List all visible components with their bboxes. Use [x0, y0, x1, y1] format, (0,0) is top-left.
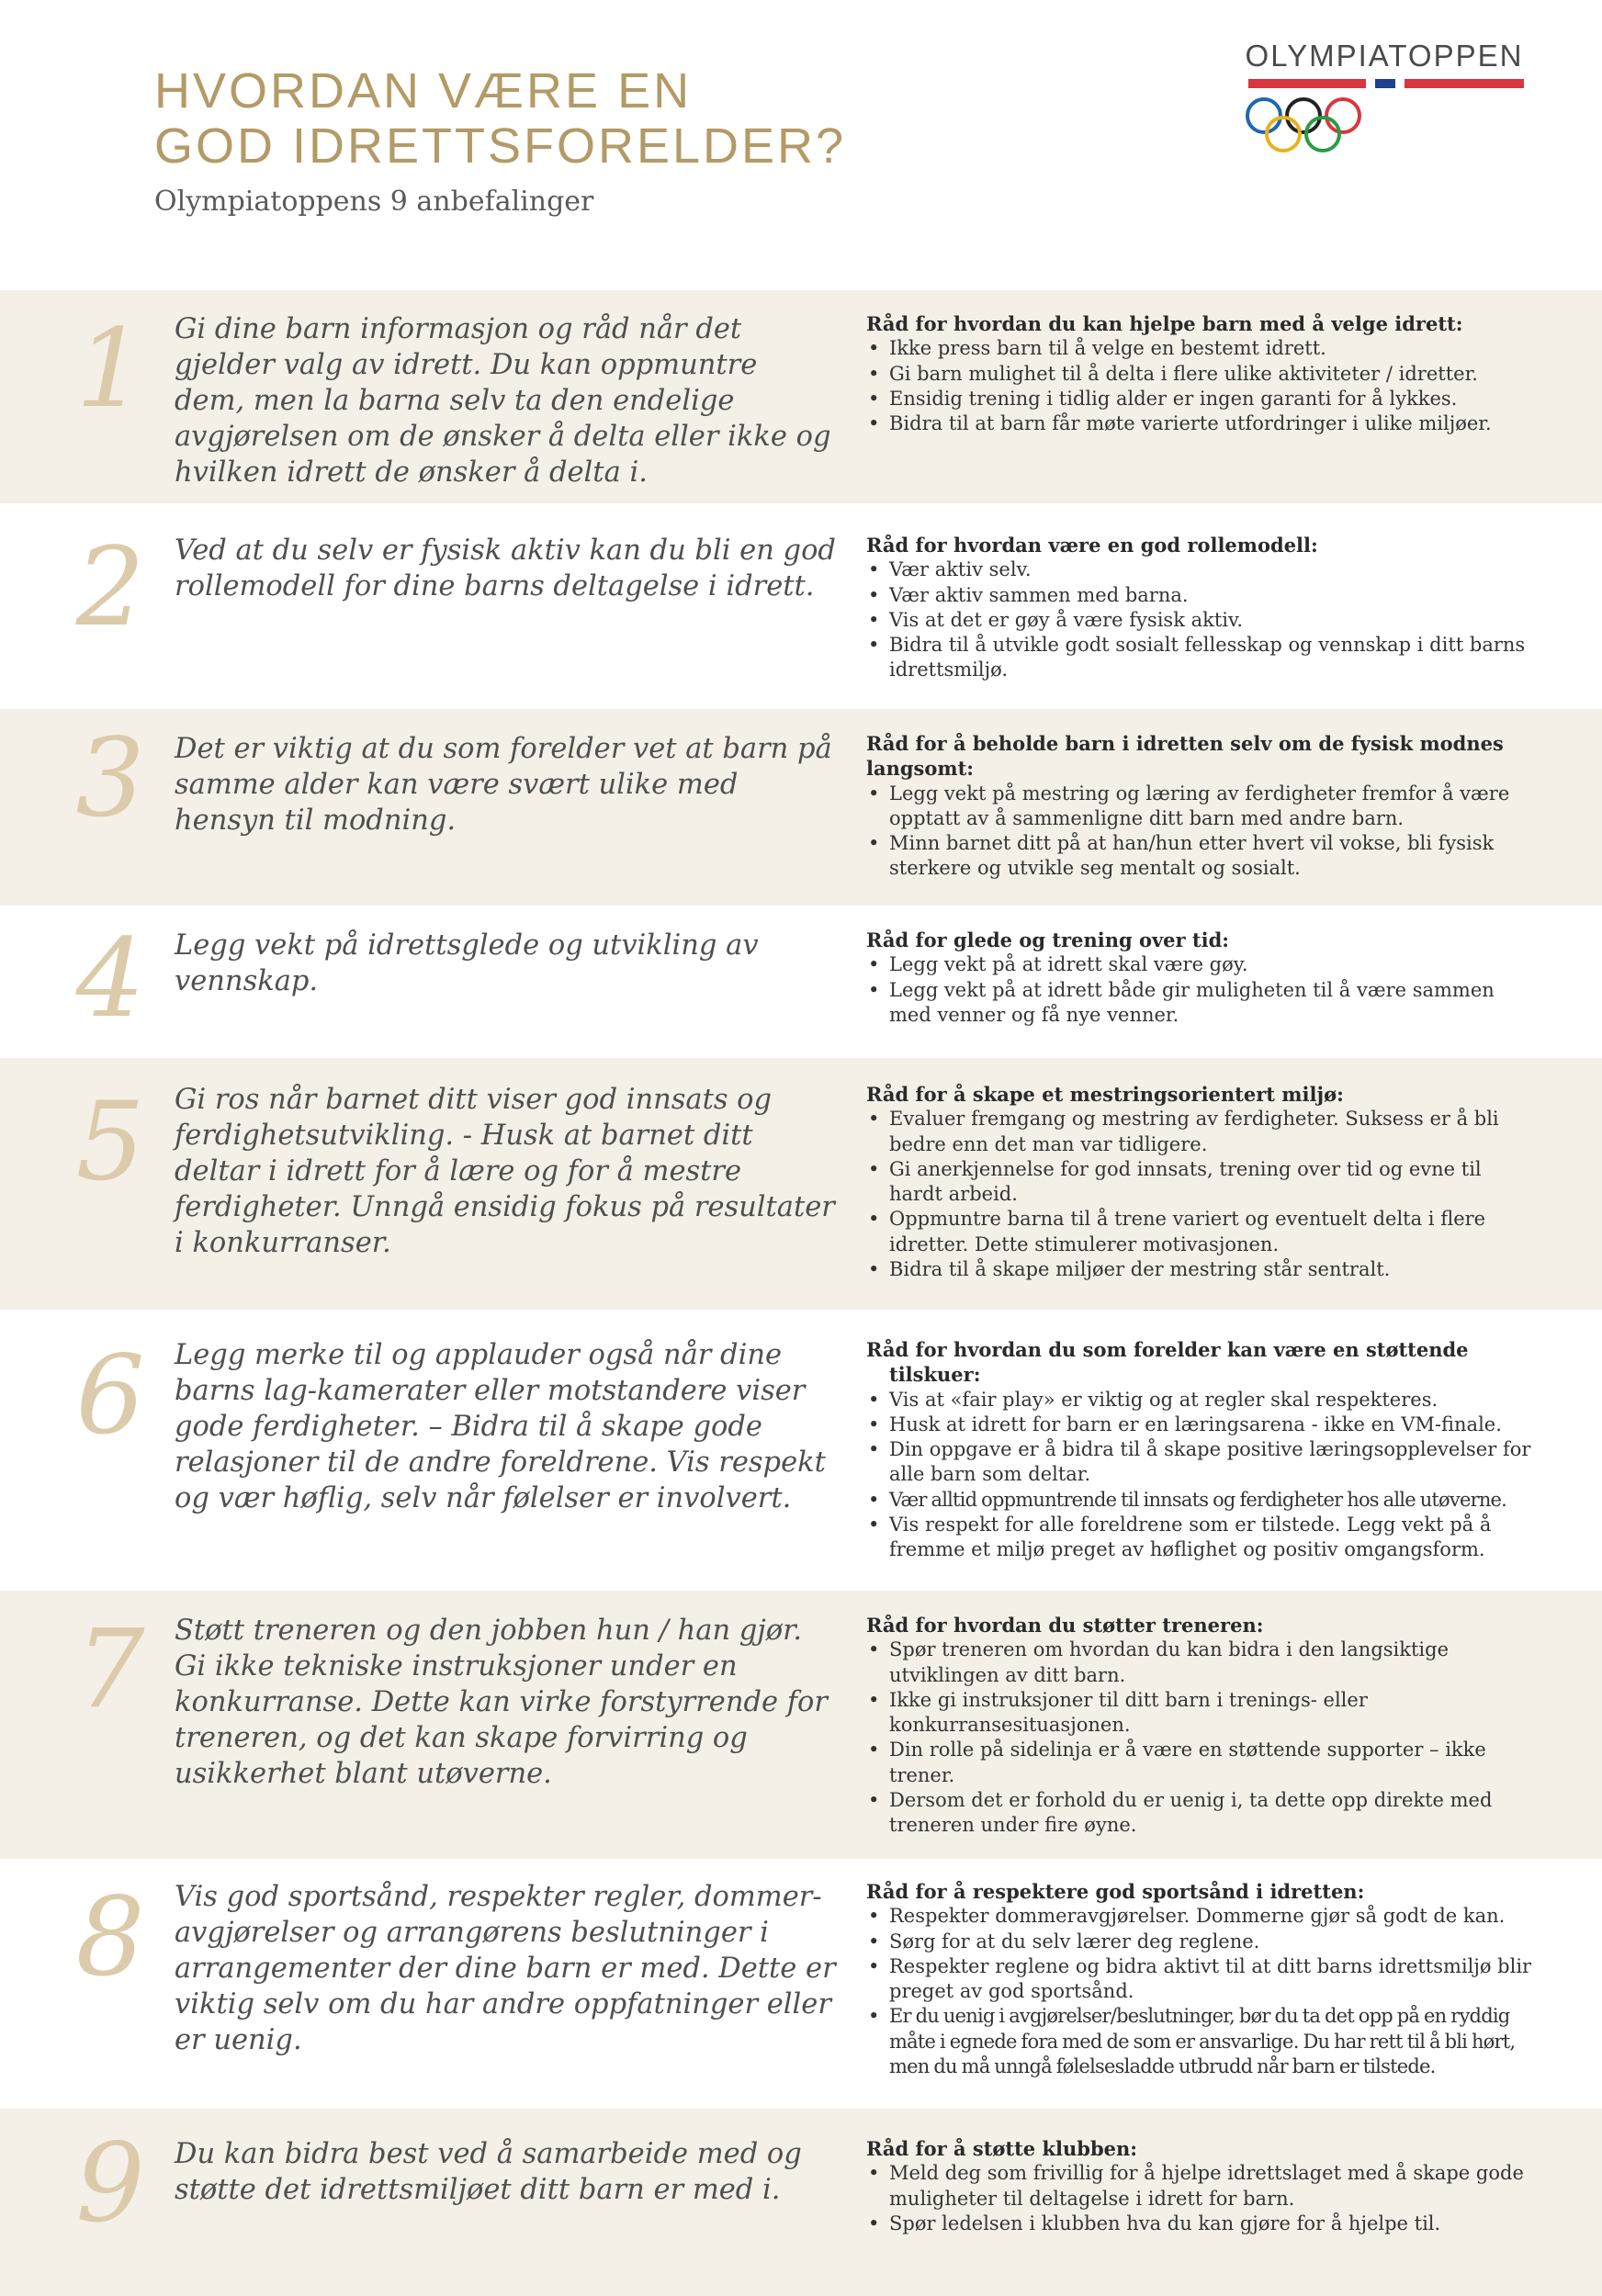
- recommendation-number: 3: [75, 715, 145, 841]
- tips-block: [866, 533, 1537, 683]
- tips-heading: Råd for hvordan være en god rollemodell:: [866, 534, 1318, 557]
- tips-heading: Råd for glede og trening over tid:: [866, 929, 1230, 951]
- recommendation-text: Legg vekt på idrettsglede og utvikling av vennskap.: [175, 929, 759, 997]
- tips-block: [866, 2136, 1537, 2236]
- tips-list: [866, 2161, 1537, 2236]
- recommendation-text: Ved at du selv er fysisk aktiv kan du bli en god rollemodell for dine barns deltagelse i idrett.: [175, 535, 836, 602]
- tip-item: • Ikke gi instruksjoner til ditt barn i trenings- eller konkurransesituasjonen.: [866, 1688, 1537, 1739]
- recommendation-6: [0, 1310, 1602, 1591]
- recommendation-number: 1: [75, 305, 145, 432]
- tip-item: • Sørg for at du selv lærer deg reglene.: [866, 1930, 1537, 1954]
- tips-block: [866, 731, 1537, 882]
- recommendation-8: [0, 1859, 1602, 2109]
- tip-item: • Legg vekt på at idrett skal være gøy.: [866, 952, 1537, 977]
- recommendation-number: 5: [75, 1078, 145, 1205]
- tip-item: • Din rolle på sidelinja er å være en støttende supporter – ikke trener.: [866, 1738, 1537, 1788]
- tips-heading: Råd for å beholde barn i idretten selv om de fysisk modnes langsomt:: [866, 732, 1504, 781]
- tip-item: • Legg vekt på at idrett både gir muligheten til å være sammen med venner og få nye venner.: [866, 978, 1537, 1029]
- tips-list: [866, 1388, 1537, 1563]
- tips-list: [866, 557, 1537, 682]
- tip-item: • Respekter reglene og bidra aktivt til at ditt barns idrettsmiljø blir preget av god sportsånd.: [866, 1954, 1537, 2005]
- tip-item: • Vis respekt for alle foreldrene som er tilstede. Legg vekt på å fremme et miljø preget av høflighet og positiv omgangsform.: [866, 1513, 1537, 1563]
- tips-list: [866, 336, 1537, 436]
- tips-block: [866, 1082, 1537, 1282]
- recommendation-5: [0, 1058, 1602, 1310]
- tips-list: [866, 1638, 1537, 1838]
- tip-item: • Minn barnet ditt på at han/hun etter hvert vil vokse, bli fysisk sterkere og utvikle seg mentalt og sosialt.: [866, 831, 1537, 882]
- page-subtitle: Olympiatoppens 9 anbefalinger: [154, 186, 594, 218]
- recommendation-number: 4: [75, 915, 145, 1041]
- recommendation-2: [0, 503, 1602, 709]
- tip-item: • Vær aktiv sammen med barna.: [866, 583, 1537, 608]
- tips-heading: Råd for å skape et mestringsorientert miljø:: [866, 1083, 1344, 1106]
- tips-block: [866, 1337, 1537, 1563]
- recommendation-text: Gi ros når barnet ditt viser god innsats og ferdighetsutvikling. - Husk at barnet ditt deltar i idrett for å lære og for å mestre ferdigheter. Unngå ensidig fokus på resultater i konkurranser.: [175, 1084, 835, 1259]
- recommendation-4: [0, 906, 1602, 1058]
- page-title-line-1: HVORDAN VÆRE EN: [154, 63, 693, 118]
- tip-item: • Oppmuntre barna til å trene variert og eventuelt delta i flere idretter. Dette stimulerer motivasjonen.: [866, 1207, 1537, 1257]
- tips-block: [866, 928, 1537, 1028]
- flag-bars-icon: [1248, 77, 1524, 90]
- tip-item: • Gi barn mulighet til å delta i flere ulike aktiviteter / idretter.: [866, 362, 1537, 387]
- tips-list: [866, 1904, 1537, 2079]
- page-title-line-2: GOD IDRETTSFORELDER?: [154, 118, 847, 174]
- tip-item: • Ikke press barn til å velge en bestemt idrett.: [866, 336, 1537, 361]
- tips-block: [866, 311, 1537, 436]
- tips-heading: Råd for å respektere god sportsånd i idretten:: [866, 1880, 1365, 1903]
- recommendation-text: Legg merke til og applauder også når dine barns lag-kamerater eller motstandere viser gode ferdigheter. – Bidra til å skape gode relasjoner til de andre foreldrene. Vis respekt og vær høflig, selv når følelser er involvert.: [175, 1339, 826, 1514]
- recommendation-1: [0, 290, 1602, 503]
- tip-item: • Dersom det er forhold du er uenig i, ta dette opp direkte med treneren under fire øyne.: [866, 1788, 1537, 1839]
- tip-item: • Husk at idrett for barn er en læringsarena - ikke en VM-finale.: [866, 1412, 1537, 1437]
- tips-list: [866, 782, 1537, 882]
- tip-item: • Respekter dommeravgjørelser. Dommerne gjør så godt de kan.: [866, 1904, 1537, 1929]
- tips-heading: Råd for å støtte klubben:: [866, 2137, 1138, 2160]
- recommendation-text: Støtt treneren og den jobben hun / han gjør. Gi ikke tekniske instruksjoner under en konkurranse. Dette kan virke forstyrrende for treneren, og det kan skape forvirring og usikkerhet blant utøverne.: [175, 1615, 828, 1790]
- tip-item: • Bidra til å utvikle godt sosialt fellesskap og vennskap i ditt barns idrettsmiljø.: [866, 633, 1537, 683]
- recommendation-number: 9: [75, 2120, 145, 2246]
- tip-item: • Bidra til å skape miljøer der mestring står sentralt.: [866, 1257, 1537, 1282]
- tip-item: • Vær aktiv selv.: [866, 557, 1537, 582]
- tip-item: • Evaluer fremgang og mestring av ferdigheter. Suksess er å bli bedre enn det man var tidligere.: [866, 1107, 1537, 1157]
- recommendation-number: 6: [75, 1332, 145, 1458]
- recommendation-number: 2: [75, 523, 145, 650]
- recommendation-9: [0, 2109, 1602, 2296]
- tip-item: • Bidra til at barn får møte varierte utfordringer i ulike miljøer.: [866, 411, 1537, 436]
- logo-wordmark: OLYMPIATOPPEN: [1245, 39, 1524, 73]
- tips-list: [866, 952, 1537, 1028]
- tip-item: • Ensidig trening i tidlig alder er ingen garanti for å lykkes.: [866, 387, 1537, 411]
- recommendation-text: Du kan bidra best ved å samarbeide med og støtte det idrettsmiljøet ditt barn er med i.: [175, 2138, 802, 2206]
- tips-block: [866, 1879, 1537, 2079]
- recommendation-7: [0, 1591, 1602, 1859]
- recommendation-text: Vis god sportsånd, respekter regler, dommer-avgjørelser og arrangørens beslutninger i arrangementer der dine barn er med. Dette er viktig selv om du har andre oppfatninger eller er uenig.: [175, 1881, 836, 2056]
- recommendation-text: Det er viktig at du som forelder vet at barn på samme alder kan være svært ulike med hensyn til modning.: [175, 733, 832, 837]
- recommendation-number: 8: [75, 1874, 145, 2000]
- tips-heading: Råd for hvordan du kan hjelpe barn med å velge idrett:: [866, 312, 1463, 335]
- header: [0, 0, 1602, 290]
- recommendation-text: Gi dine barn informasjon og råd når det gjelder valg av idrett. Du kan oppmuntre dem, men la barna selv ta den endelige avgjørelsen om de ønsker å delta eller ikke og hvilken idrett de ønsker å delta i.: [175, 313, 831, 489]
- tip-item: • Din oppgave er å bidra til å skape positive læringsopplevelser for alle barn som deltar.: [866, 1437, 1537, 1488]
- tip-item: • Meld deg som frivillig for å hjelpe idrettslaget med å skape gode muligheter til deltagelse i idrett for barn.: [866, 2161, 1537, 2212]
- tips-block: [866, 1613, 1537, 1839]
- tips-heading: Råd for hvordan du som forelder kan være en støttende tilskuer:: [866, 1338, 1469, 1387]
- tips-heading: Råd for hvordan du støtter treneren:: [866, 1614, 1264, 1637]
- tip-item: • Spør ledelsen i klubben hva du kan gjøre for å hjelpe til.: [866, 2212, 1537, 2236]
- tip-item: • Vis at det er gøy å være fysisk aktiv.: [866, 608, 1537, 633]
- recommendation-number: 7: [75, 1605, 145, 1732]
- tip-item: • Vis at «fair play» er viktig og at regler skal respekteres.: [866, 1388, 1537, 1412]
- tip-item: • Vær alltid oppmuntrende til innsats og ferdigheter hos alle utøverne.: [866, 1488, 1537, 1513]
- tip-item: • Gi anerkjennelse for god innsats, trening over tid og evne til hardt arbeid.: [866, 1157, 1537, 1208]
- tip-item: • Legg vekt på mestring og læring av ferdigheter fremfor å være opptatt av å sammenligne ditt barn med andre barn.: [866, 782, 1537, 832]
- tips-list: [866, 1107, 1537, 1282]
- tip-item: • Er du uenig i avgjørelser/beslutninger, bør du ta det opp på en ryddig måte i egnede fora med de som er ansvarlige. Du har rett til å bli hørt, men du må unngå følelsesladde utbrudd når barn er tilstede.: [866, 2004, 1537, 2079]
- recommendation-3: [0, 709, 1602, 906]
- tip-item: • Spør treneren om hvordan du kan bidra i den langsiktige utviklingen av ditt barn.: [866, 1638, 1537, 1688]
- olympic-rings-icon: [1244, 96, 1363, 156]
